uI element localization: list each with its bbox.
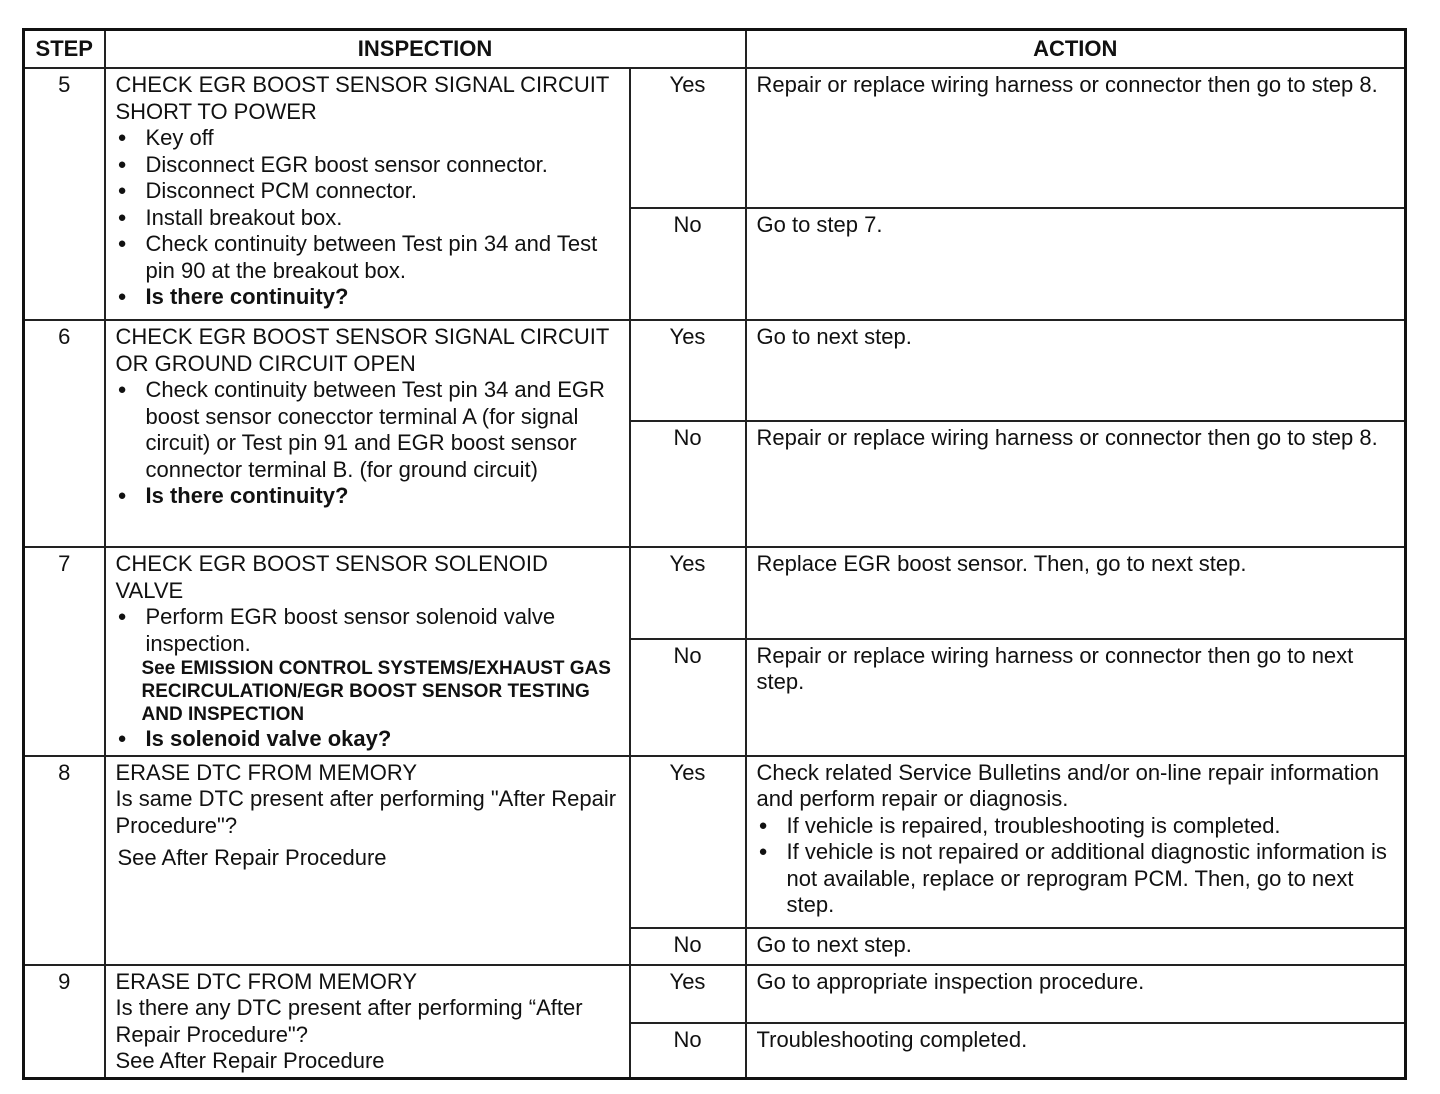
step-number: 8 xyxy=(24,756,105,965)
inspection-bullets xyxy=(116,377,619,510)
no-action: Repair or replace wiring harness or connector then go to step 8. xyxy=(746,421,1406,547)
yes-action: Repair or replace wiring harness or connector then go to step 8. xyxy=(746,68,1406,208)
yes-action: Replace EGR boost sensor. Then, go to next step. xyxy=(746,547,1406,639)
table-row xyxy=(24,68,1406,208)
header-row xyxy=(24,30,1406,69)
list-item: ● Key off xyxy=(116,125,619,152)
no-label: No xyxy=(630,1023,746,1079)
list-item: ● Check continuity between Test pin 34 and Test pin 90 at the breakout box. xyxy=(116,231,619,284)
table-row xyxy=(24,965,1406,1023)
inspection-title: ERASE DTC FROM MEMORY xyxy=(115,968,418,994)
header-action: ACTION xyxy=(746,30,1406,69)
yes-action: Go to appropriate inspection procedure. xyxy=(746,965,1406,1023)
inspection-question: ● Is solenoid valve okay? xyxy=(116,726,619,753)
inspection-cell xyxy=(105,68,630,320)
yes-action: Check related Service Bulletins and/or on-line repair information and perform repair or diagnosis. xyxy=(756,759,1379,811)
table-row xyxy=(24,320,1406,421)
inspection-question: ● Is there continuity? xyxy=(116,284,619,311)
inspection-cell xyxy=(105,965,630,1079)
table-row xyxy=(24,547,1406,639)
inspection-bullets xyxy=(116,125,619,311)
inspection-cell xyxy=(105,320,630,547)
header-inspection: INSPECTION xyxy=(105,30,746,69)
list-item: ● Disconnect EGR boost sensor connector. xyxy=(116,152,619,179)
no-label: No xyxy=(630,421,746,547)
no-action: Go to next step. xyxy=(746,928,1406,965)
step-number: 5 xyxy=(24,68,105,320)
inspection-cell xyxy=(105,547,630,756)
yes-label: Yes xyxy=(630,320,746,421)
no-action: Troubleshooting completed. xyxy=(746,1023,1406,1079)
action-bullets xyxy=(757,813,1395,919)
inspection-bullets xyxy=(116,604,619,657)
inspection-title: ERASE DTC FROM MEMORY xyxy=(115,759,418,785)
list-item: ● Perform EGR boost sensor solenoid valve inspection. xyxy=(116,604,619,657)
step-number: 9 xyxy=(24,965,105,1079)
no-label: No xyxy=(630,639,746,756)
see-reference: See After Repair Procedure xyxy=(117,845,387,870)
inspection-title: CHECK EGR BOOST SENSOR SIGNAL CIRCUIT OR GROUND CIRCUIT OPEN xyxy=(115,324,609,376)
list-item: ● If vehicle is not repaired or additional diagnostic information is not available, replace or reprogram PCM. Then, go to next step. xyxy=(757,839,1395,919)
yes-label: Yes xyxy=(630,965,746,1023)
see-reference: See After Repair Procedure xyxy=(115,1048,385,1073)
no-label: No xyxy=(630,928,746,965)
see-reference: See EMISSION CONTROL SYSTEMS/EXHAUST GAS RECIRCULATION/EGR BOOST SENSOR TESTING AND INSPECTION xyxy=(141,658,611,725)
inspection-text: Is there any DTC present after performing “After Repair Procedure"? xyxy=(115,995,583,1047)
list-item: ● If vehicle is repaired, troubleshooting is completed. xyxy=(757,813,1395,840)
question-list xyxy=(116,726,619,753)
list-item: ● Check continuity between Test pin 34 and EGR boost sensor conecctor terminal A (for signal circuit) or Test pin 91 and EGR boost sensor connector terminal B. (for ground circuit) xyxy=(116,377,619,483)
diagnostic-table xyxy=(22,28,1407,1080)
header-step: STEP xyxy=(24,30,105,69)
step-number: 6 xyxy=(24,320,105,547)
yes-label: Yes xyxy=(630,68,746,208)
inspection-cell xyxy=(105,756,630,965)
yes-label: Yes xyxy=(630,756,746,928)
step-number: 7 xyxy=(24,547,105,756)
yes-label: Yes xyxy=(630,547,746,639)
inspection-text: Is same DTC present after performing "After Repair Procedure"? xyxy=(115,786,617,838)
yes-action-cell xyxy=(746,756,1406,928)
inspection-title: CHECK EGR BOOST SENSOR SOLENOID VALVE xyxy=(115,551,548,603)
inspection-title: CHECK EGR BOOST SENSOR SIGNAL CIRCUIT SHORT TO POWER xyxy=(115,72,609,124)
inspection-question: ● Is there continuity? xyxy=(116,483,619,510)
table-row xyxy=(24,756,1406,928)
yes-action: Go to next step. xyxy=(746,320,1406,421)
no-action: Repair or replace wiring harness or connector then go to next step. xyxy=(746,639,1406,756)
list-item: ● Disconnect PCM connector. xyxy=(116,178,619,205)
list-item: ● Install breakout box. xyxy=(116,205,619,232)
no-label: No xyxy=(630,208,746,320)
no-action: Go to step 7. xyxy=(746,208,1406,320)
